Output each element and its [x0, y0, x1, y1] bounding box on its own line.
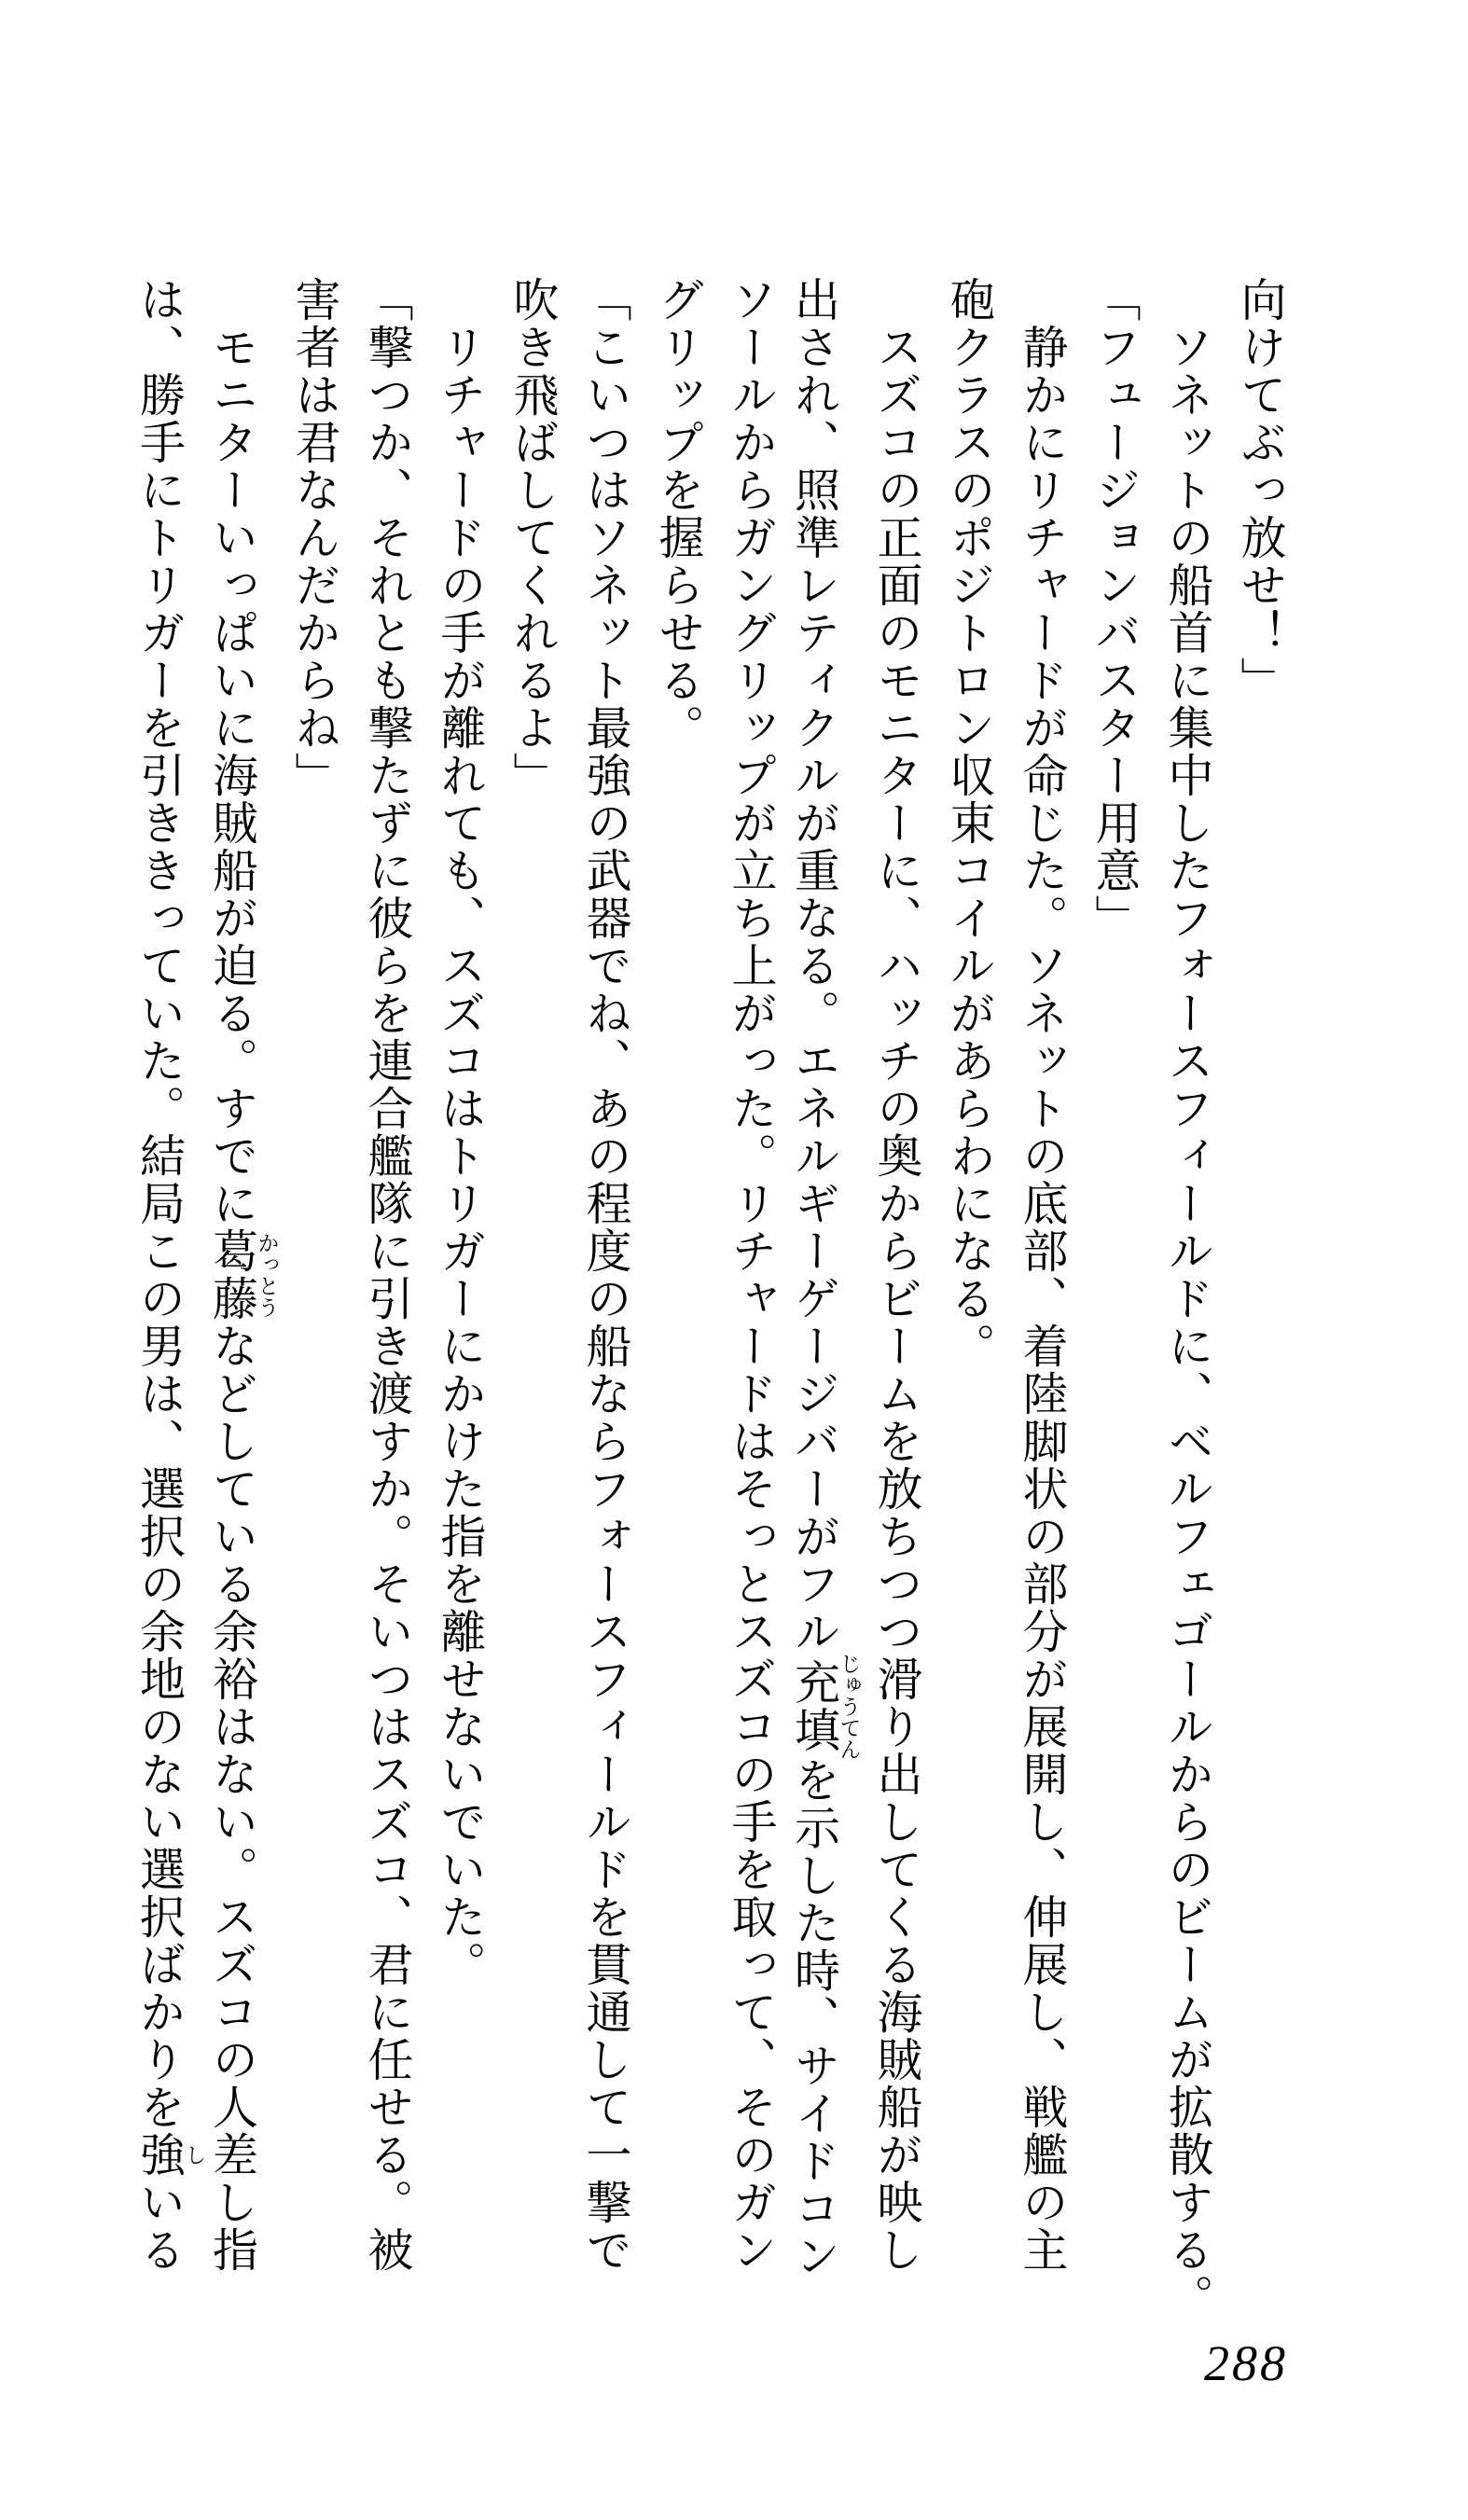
text-column-16: は、勝手にトリガーを引ききっていた。結局この男は、選択の余地のない選択ばかりを強しいる [133, 276, 206, 2274]
ruby-annotated-word: 充填じゅうてん [788, 1652, 861, 1760]
text-column-11: 吹き飛ばしてくれるよ」 [507, 276, 559, 799]
text-column-7: 出され、照準レティクルが重なる。エネルギーゲージバーがフル充填じゅうてんを示した時、サイドコン [788, 276, 861, 2280]
text-column-15: モニターいっぱいに海賊船が迫る。すでに葛藤かっとうなどしている余裕はない。スズコの人差し指 [206, 324, 279, 2274]
text-column-6: スズコの正面のモニターに、ハッチの奥からビームを放ちつつ滑り出してくる海賊船が映し [871, 324, 922, 2274]
text-column-13: 「撃つか、それとも撃たずに彼らを連合艦隊に引き渡すか。そいつはスズコ、君に任せる。被 [362, 276, 413, 2274]
text-column-3: 「フュージョンバスター用意」 [1089, 276, 1141, 942]
text-column-10: 「こいつはソネット最強の武器でね、あの程度の船ならフォースフィールドを貫通して一撃で [580, 276, 631, 2274]
ruby-annotated-word: 葛藤かっとう [206, 1227, 279, 1322]
text-column-1: 向けてぶっ放せ！」 [1235, 276, 1286, 704]
ruby-annotated-word: 強し [133, 2131, 206, 2179]
page-number: 288 [1204, 2335, 1288, 2391]
text-column-14: 害者は君なんだからね」 [289, 276, 340, 799]
text-column-5: 砲クラスのポジトロン収束コイルがあらわになる。 [944, 276, 995, 1370]
text-column-9: グリップを握らせる。 [653, 276, 704, 752]
text-column-4: 静かにリチャードが命じた。ソネットの底部、着陸脚状の部分が展開し、伸展し、戦艦の主 [1017, 324, 1068, 2274]
text-column-12: リチャードの手が離れても、スズコはトリガーにかけた指を離せないでいた。 [435, 324, 486, 1988]
text-column-8: ソールからガングリップが立ち上がった。リチャードはそっとスズコの手を取って、そのガン [726, 276, 777, 2274]
text-column-2: ソネットの船首に集中したフォースフィールドに、ベルフェゴールからのビームが拡散する。 [1162, 324, 1213, 2321]
